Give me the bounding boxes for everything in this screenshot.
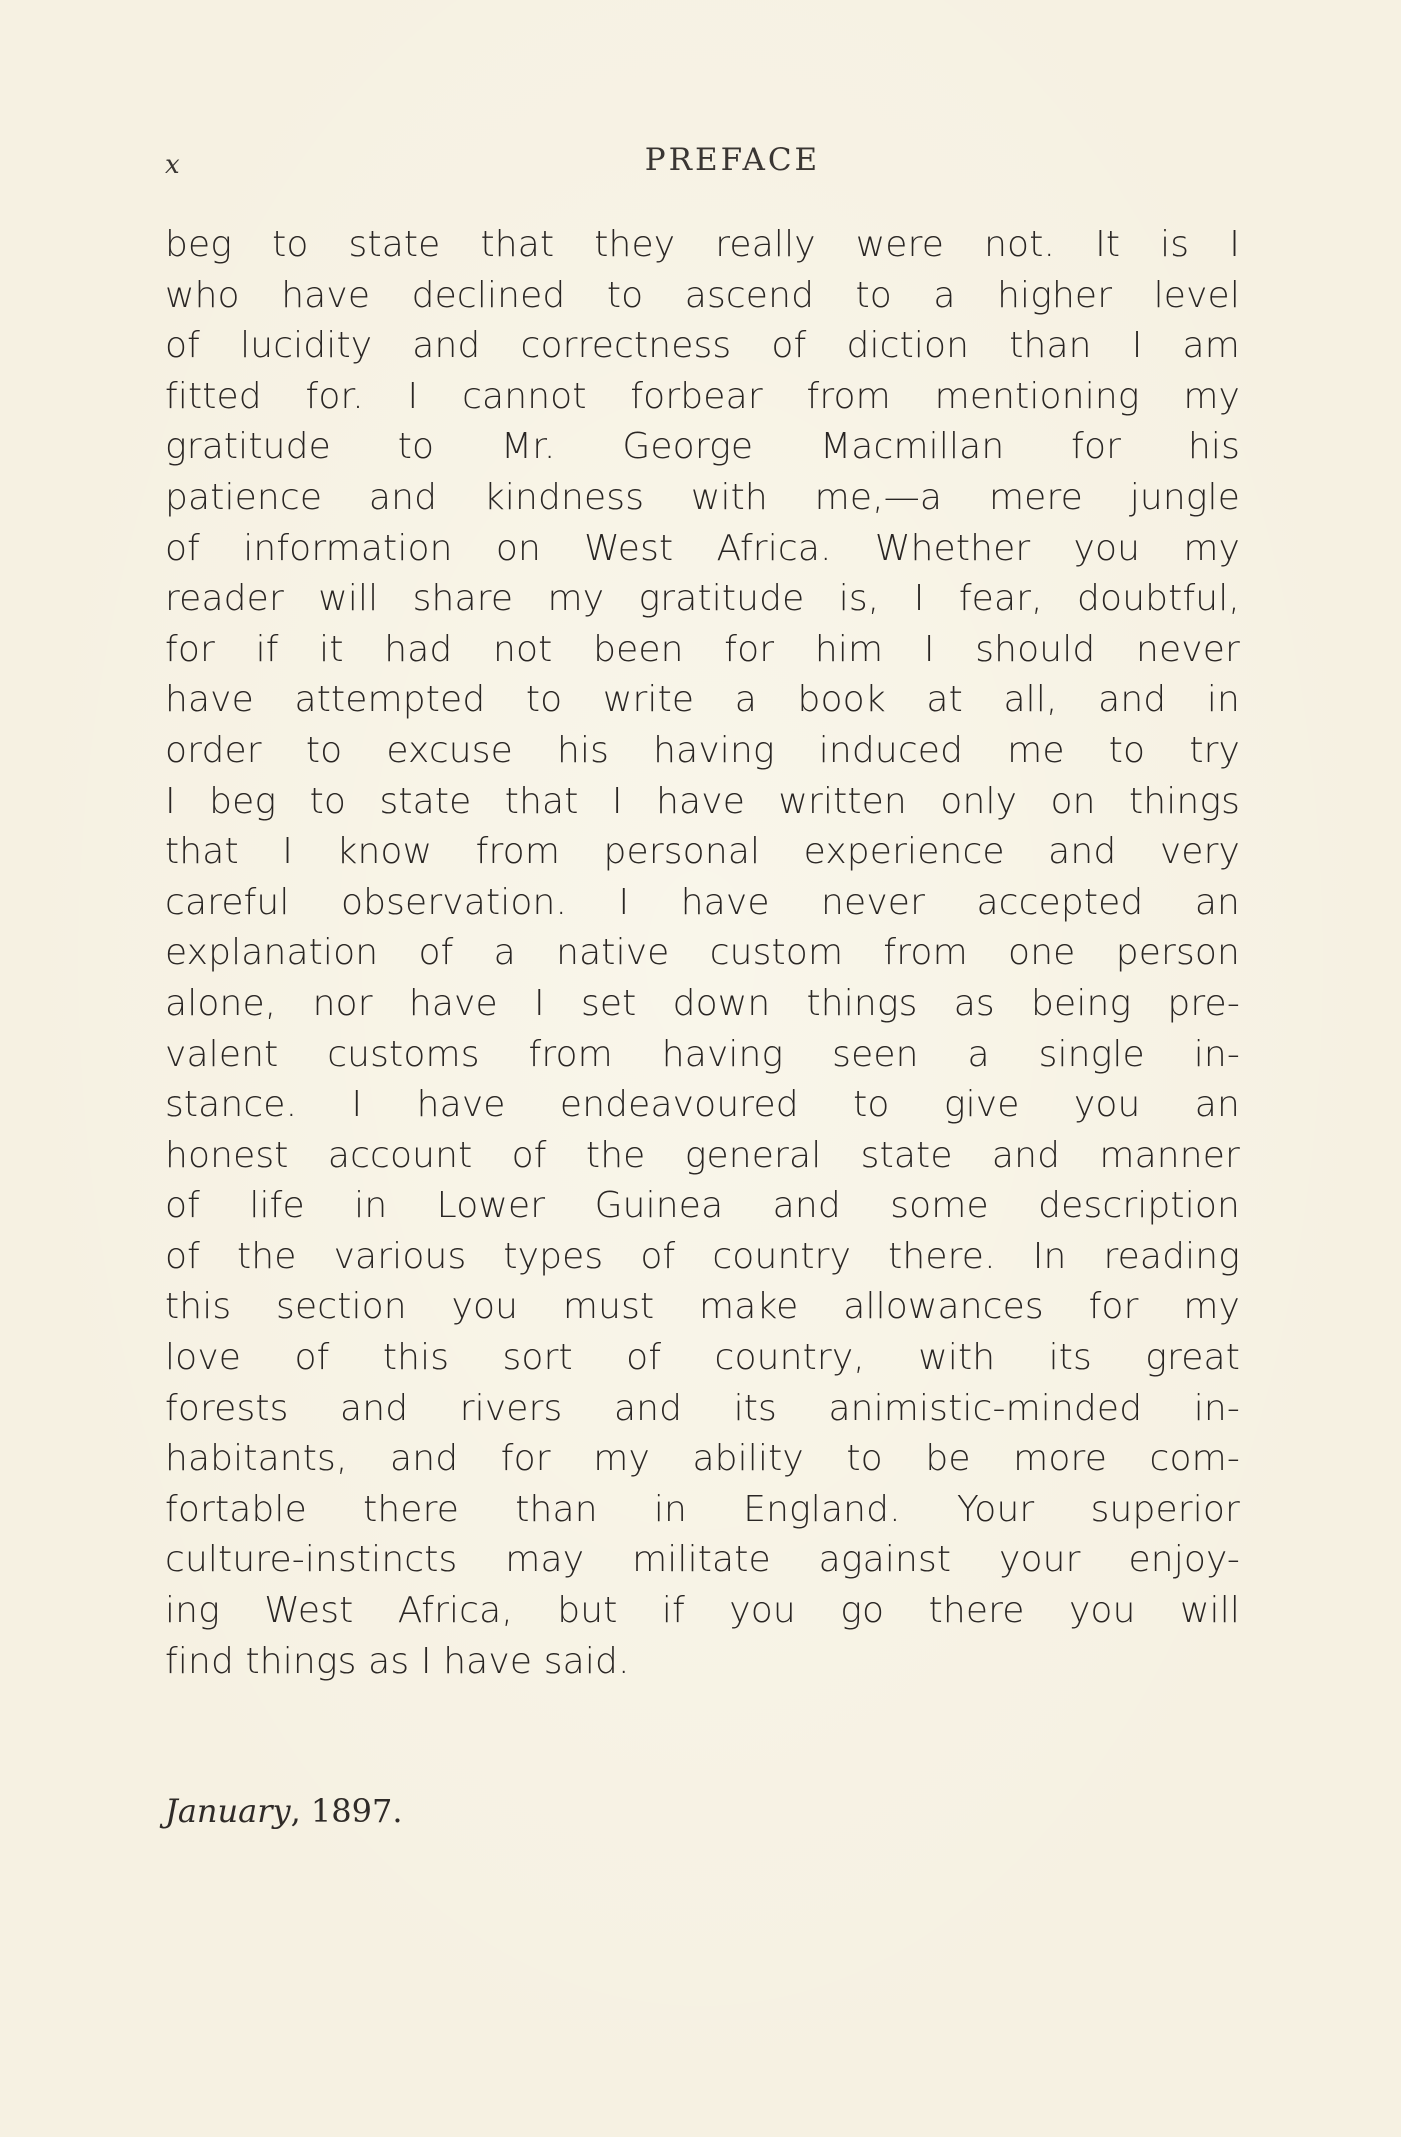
text-line: patience and kindness with me,—a mere jungle <box>165 476 1240 518</box>
text-line: ing West Africa, but if you go there you will <box>165 1590 1240 1632</box>
text-line: careful observation. I have never accepted an <box>165 881 1240 923</box>
page-number: x <box>165 150 181 180</box>
text-line: this section you must make allowances for my <box>165 1286 1240 1328</box>
dateline <box>165 1792 403 1830</box>
text-line: habitants, and for my ability to be more com- <box>165 1438 1240 1480</box>
text-line: have attempted to write a book at all, and in <box>165 679 1240 721</box>
text-line: of lucidity and correctness of diction than I am <box>165 325 1240 367</box>
text-line: fortable there than in England. Your superior <box>165 1488 1240 1530</box>
text-line: I beg to state that I have written only on things <box>165 780 1240 822</box>
text-line: fitted for. I cannot forbear from mentioning my <box>165 375 1240 417</box>
text-line: order to excuse his having induced me to try <box>165 729 1240 771</box>
page-header <box>165 138 1240 188</box>
text-line: of information on West Africa. Whether you my <box>165 527 1240 569</box>
text-line: explanation of a native custom from one person <box>165 932 1240 974</box>
text-line: culture-instincts may militate against your enjoy- <box>165 1539 1240 1581</box>
text-line: alone, nor have I set down things as being pre- <box>165 982 1240 1024</box>
text-line: reader will share my gratitude is, I fear, doubtful, <box>165 578 1240 620</box>
text-line: of the various types of country there. In reading <box>165 1235 1240 1277</box>
text-line: who have declined to ascend to a higher level <box>165 274 1240 316</box>
text-line: beg to state that they really were not. It is I <box>165 224 1240 265</box>
running-head: PREFACE <box>644 142 821 178</box>
text-line: honest account of the general state and manner <box>165 1134 1240 1176</box>
text-line: forests and rivers and its animistic-minded in- <box>165 1387 1240 1429</box>
text-line: valent customs from having seen a single in- <box>165 1033 1240 1075</box>
text-line: stance. I have endeavoured to give you an <box>165 1084 1240 1126</box>
text-line: love of this sort of country, with its great <box>165 1337 1240 1379</box>
text-line: find things as I have said. <box>165 1640 630 1682</box>
dateline-year: , 1897. <box>290 1792 403 1830</box>
text-line: of life in Lower Guinea and some description <box>165 1185 1240 1227</box>
dateline-month: January <box>165 1792 291 1830</box>
text-line: for if it had not been for him I should never <box>165 628 1240 670</box>
preface-body-text <box>165 220 1240 1687</box>
text-line: that I know from personal experience and very <box>165 831 1240 873</box>
text-line: gratitude to Mr. George Macmillan for his <box>165 426 1240 468</box>
